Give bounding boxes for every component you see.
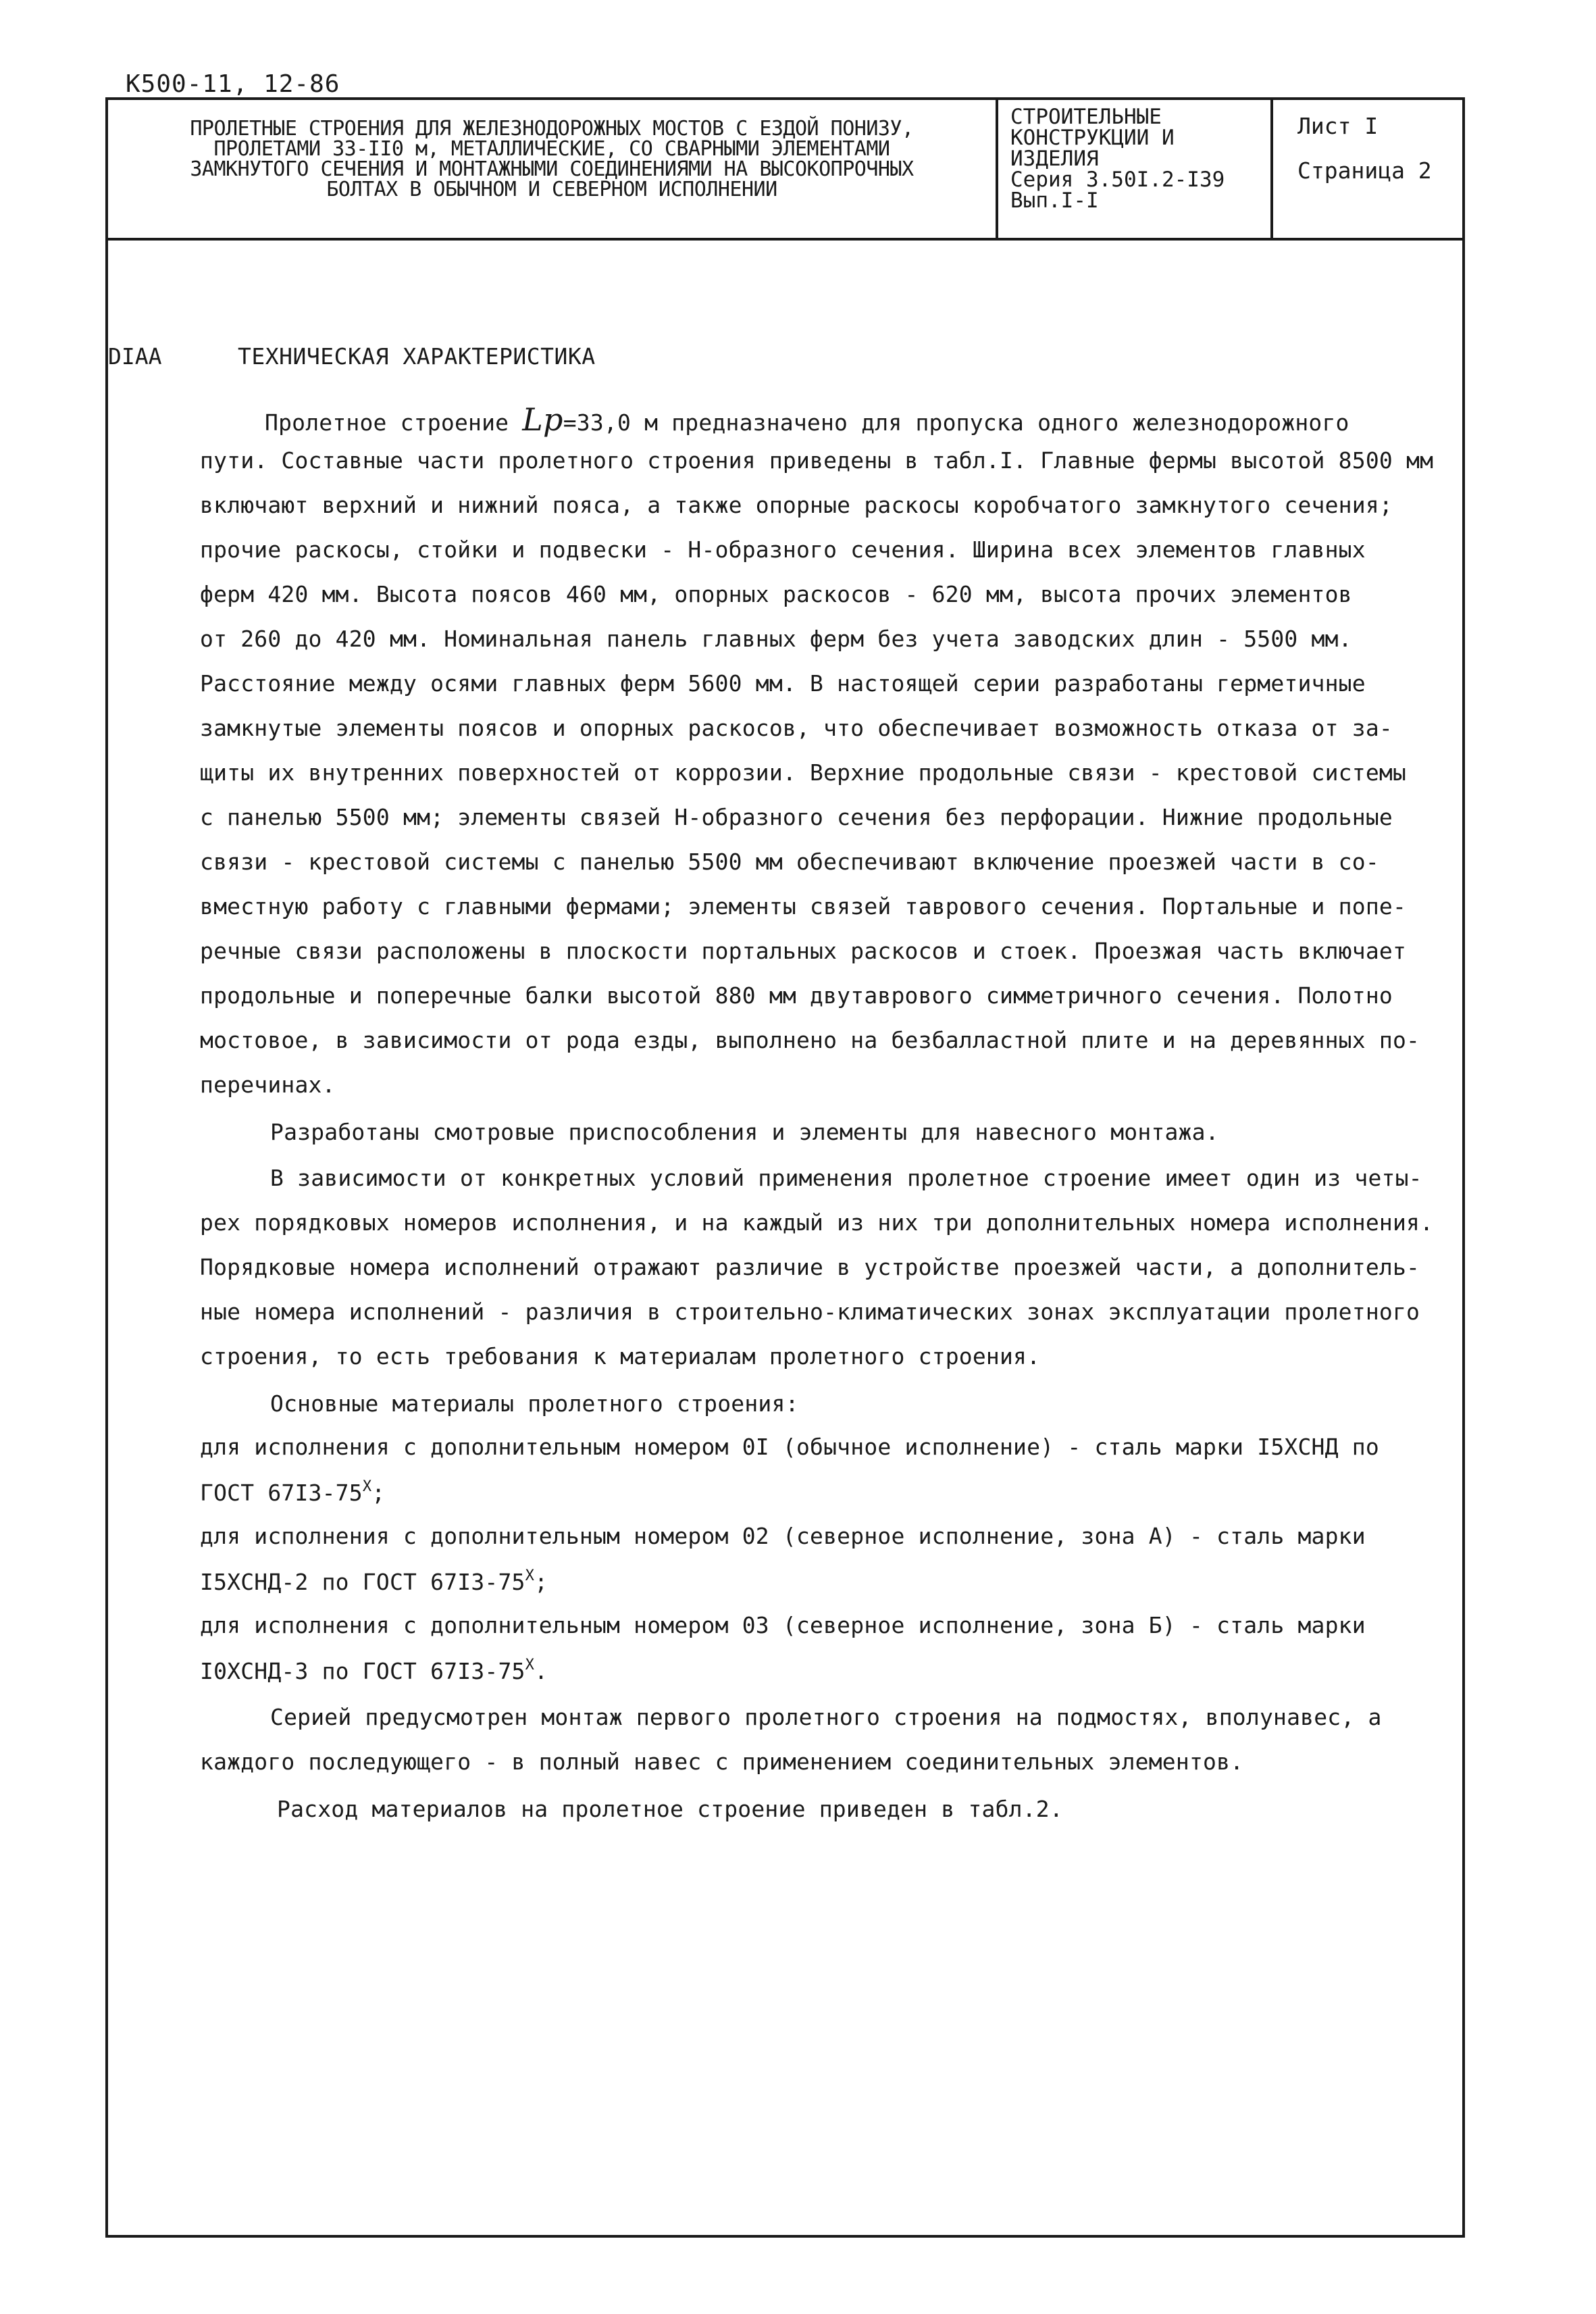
- body-text: I5ХСНД-2 по ГОСТ 67I3-75: [200, 1569, 525, 1595]
- title-block-sheet: [1273, 100, 1462, 238]
- body-text: ;: [534, 1569, 548, 1595]
- section-code: DIAA: [108, 343, 162, 370]
- superscript: Х: [362, 1478, 372, 1495]
- margin-mark: [1463, 1540, 1465, 1581]
- series-line: ИЗДЕЛИЯ: [1010, 147, 1099, 171]
- body-line: В зависимости от конкретных условий применения пролетное строение имеет один из четы-: [270, 1165, 1422, 1191]
- superscript: Х: [525, 1657, 535, 1674]
- series-line: СТРОИТЕЛЬНЫЕ: [1010, 105, 1162, 129]
- body-line: Расход материалов на пролетное строение приведен в табл.2.: [277, 1796, 1063, 1822]
- body-text: ;: [371, 1480, 386, 1506]
- body-line: каждого последующего - в полный навес с применением соединительных элементов.: [200, 1749, 1244, 1775]
- body-line: [200, 1567, 548, 1595]
- title-line: ПРОЛЕТАМИ 33-II0 м, МЕТАЛЛИЧЕСКИЕ, СО СВАРНЫМИ ЭЛЕМЕНТАМИ: [213, 137, 890, 161]
- body-line: рех порядковых номеров исполнения, и на каждый из них три дополнительных номера исполнения.: [200, 1209, 1434, 1236]
- body-line: мостовое, в зависимости от рода езды, выполнено на безбалластной плите и на деревянных по-: [200, 1027, 1420, 1053]
- body-line: Разработаны смотровые приспособления и элементы для навесного монтажа.: [270, 1119, 1219, 1145]
- body-line: для исполнения с дополнительным номером 03 (северное исполнение, зона Б) - сталь марки: [200, 1612, 1366, 1638]
- title-line: БОЛТАХ В ОБЫЧНОМ И СЕВЕРНОМ ИСПОЛНЕНИИ: [326, 178, 777, 201]
- body-line: пути. Составные части пролетного строения приведены в табл.I. Главные фермы высотой 8500 мм: [200, 447, 1434, 474]
- series-line: Серия 3.50I.2-I39: [1010, 168, 1225, 192]
- body-text: .: [534, 1658, 548, 1684]
- title-block-main: [108, 100, 998, 238]
- body-line: ные номера исполнений - различия в строительно-климатических зонах эксплуатации пролетного: [200, 1299, 1420, 1325]
- body-text: I0ХСНД-3 по ГОСТ 67I3-75: [200, 1658, 525, 1684]
- section-title: ТЕХНИЧЕСКАЯ ХАРАКТЕРИСТИКА: [238, 343, 596, 370]
- body-line: от 260 до 420 мм. Номинальная панель главных ферм без учета заводских длин - 5500 мм.: [200, 626, 1352, 652]
- title-line: ЗАМКНУТОГО СЕЧЕНИЯ И МОНТАЖНЫМИ СОЕДИНЕНИЯМИ НА ВЫСОКОПРОЧНЫХ: [190, 157, 914, 181]
- body-line: Порядковые номера исполнений отражают различие в устройстве проезжей части, а дополнитель-: [200, 1254, 1420, 1280]
- body-text: =33,0 м предназначено для пропуска одного железнодорожного: [563, 409, 1349, 436]
- body-line: Основные материалы пролетного строения:: [270, 1390, 799, 1417]
- margin-mark: [1463, 905, 1465, 953]
- body-line: [200, 1478, 385, 1506]
- body-text: ГОСТ 67I3-75: [200, 1480, 363, 1506]
- lp-symbol: Lр: [522, 401, 563, 438]
- body-line: включают верхний и нижний пояса, а также опорные раскосы коробчатого замкнутого сечения;: [200, 492, 1393, 518]
- page-number: Страница 2: [1297, 157, 1432, 184]
- body-line: речные связи расположены в плоскости портальных раскосов и стоек. Проезжая часть включает: [200, 938, 1407, 964]
- title-block: [108, 100, 1462, 241]
- body-line: щиты их внутренних поверхностей от коррозии. Верхние продольные связи - крестовой системы: [200, 759, 1407, 786]
- body-line: строения, то есть требования к материалам пролетного строения.: [200, 1343, 1041, 1369]
- body-line: для исполнения с дополнительным номером 02 (северное исполнение, зона А) - сталь марки: [200, 1523, 1366, 1549]
- body-line: с панелью 5500 мм; элементы связей Н-образного сечения без перфорации. Нижние продольные: [200, 804, 1393, 830]
- body-line: Серией предусмотрен монтаж первого пролетного строения на подмостях, вполунавес, а: [270, 1704, 1382, 1730]
- body-line: прочие раскосы, стойки и подвески - Н-образного сечения. Ширина всех элементов главных: [200, 536, 1366, 563]
- document-code: К500-11, 12-86: [126, 70, 340, 98]
- body-line: вместную работу с главными фермами; элементы связей таврового сечения. Портальные и попе-: [200, 893, 1407, 920]
- body-line: [200, 1657, 548, 1684]
- body-line: Расстояние между осями главных ферм 5600 мм. В настоящей серии разработаны герметичные: [200, 670, 1366, 697]
- body-text: Пролетное строение: [265, 409, 509, 436]
- body-line: связи - крестовой системы с панелью 5500 мм обеспечивают включение проезжей части в со-: [200, 849, 1379, 875]
- body-line: [265, 401, 1349, 438]
- series-line: Вып.I-I: [1010, 188, 1099, 213]
- series-line: КОНСТРУКЦИИ И: [1010, 126, 1175, 150]
- title-block-series: [998, 100, 1273, 238]
- body-line: замкнутые элементы поясов и опорных раскосов, что обеспечивает возможность отказа от за-: [200, 715, 1393, 741]
- body-line: продольные и поперечные балки высотой 880 мм двутаврового симметричного сечения. Полотно: [200, 982, 1393, 1009]
- sheet-number: Лист I: [1297, 113, 1379, 139]
- superscript: Х: [525, 1567, 535, 1584]
- body-line: для исполнения с дополнительным номером 0I (обычное исполнение) - сталь марки I5ХСНД по: [200, 1434, 1379, 1460]
- body-line: перечинах.: [200, 1072, 336, 1098]
- body-line: ферм 420 мм. Высота поясов 460 мм, опорных раскосов - 620 мм, высота прочих элементов: [200, 581, 1352, 607]
- title-line: ПРОЛЕТНЫЕ СТРОЕНИЯ ДЛЯ ЖЕЛЕЗНОДОРОЖНЫХ МОСТОВ С ЕЗДОЙ ПОНИЗУ,: [190, 117, 914, 141]
